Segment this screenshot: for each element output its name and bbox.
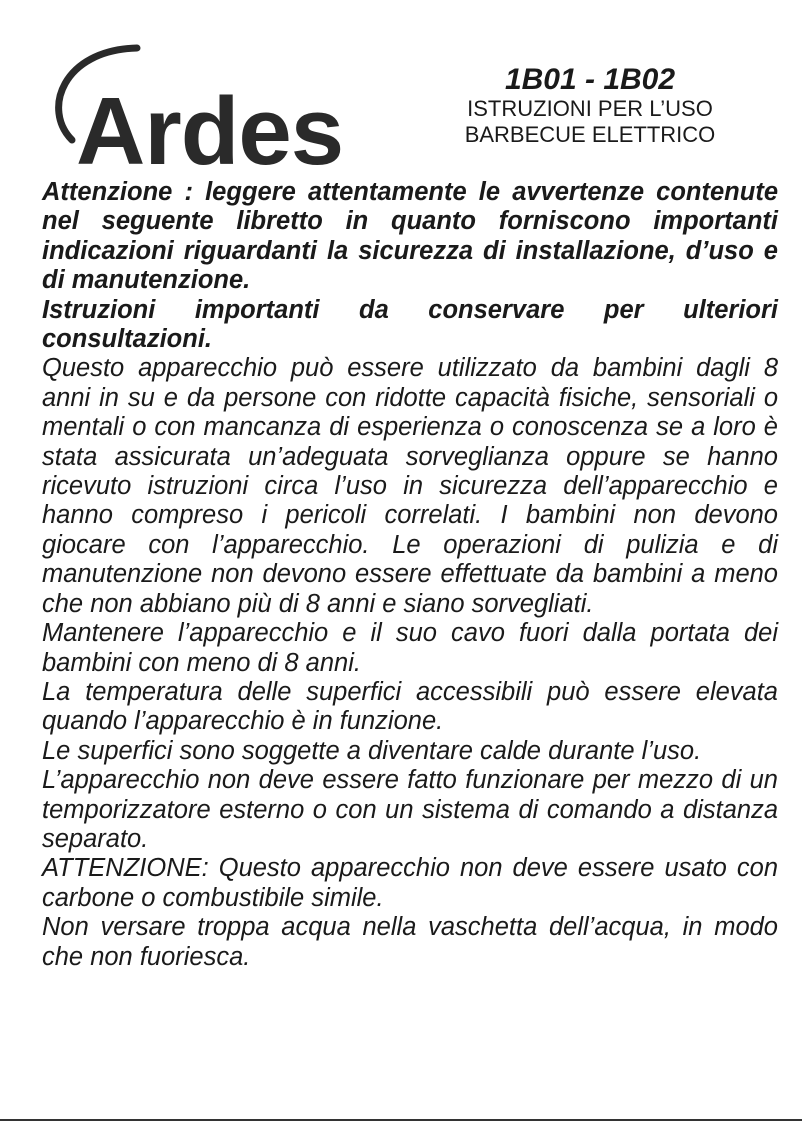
paragraph-no-charcoal: ATTENZIONE: Questo apparecchio non deve essere usato con carbone o combustibile simile. [42,854,778,912]
paragraph-water-tray: Non versare troppa acqua nella vaschetta dell’acqua, in modo che non fuoriesca. [42,913,778,971]
paragraph-keep-instructions: Istruzioni importanti da conservare per ulteriori consultazioni. [42,295,778,354]
bottom-divider [0,1119,802,1121]
warnings-body [42,178,778,972]
model-number: 1B01 - 1B02 [504,63,676,96]
subtitle-product: BARBECUE ELETTRICO [464,122,716,147]
subtitle-instructions: ISTRUZIONI PER L’USO [467,96,713,121]
paragraph-attention: Attenzione : leggere attentamente le avvertenze contenute nel seguente libretto in quanto forniscono importanti indicazioni riguardanti la sicurezza di installazione, d’uso e di manutenzione. [42,178,778,295]
page-header [0,0,802,185]
logo-wordmark: Ardes [76,78,344,185]
model-block [430,64,750,148]
paragraph-temperature: La temperatura delle superfici accessibili può essere elevata quando l’apparecchio è in funzione. [42,677,778,736]
paragraph-hot-surfaces: Le superfici sono soggette a diventare calde durante l’uso. [42,736,702,765]
paragraph-children-usage: Questo apparecchio può essere utilizzato da bambini dagli 8 anni in su e da persone con ridotte capacità fisiche, sensoriali o mentali o con mancanza di esperienza o conoscenza se a loro è stata assicurata un’adeguata sorveglianza oppure se hanno ricevuto istruzioni circa l’uso in sicurezza dell’apparecchio e hanno compreso i pericoli correlati. I bambini non devono giocare con l’apparecchio. Le operazioni di pulizia e di manutenzione non devono essere effettuate da bambini a meno che non abbiano più di 8 anni e siano sorvegliati. [42,354,778,618]
ardes-logo [42,40,352,185]
paragraph-no-timer: L’apparecchio non deve essere fatto funzionare per mezzo di un temporizzatore esterno o con un sistema di comando a distanza separato. [42,766,778,853]
paragraph-keep-away: Mantenere l’apparecchio e il suo cavo fuori dalla portata dei bambini con meno di 8 anni. [42,619,778,677]
